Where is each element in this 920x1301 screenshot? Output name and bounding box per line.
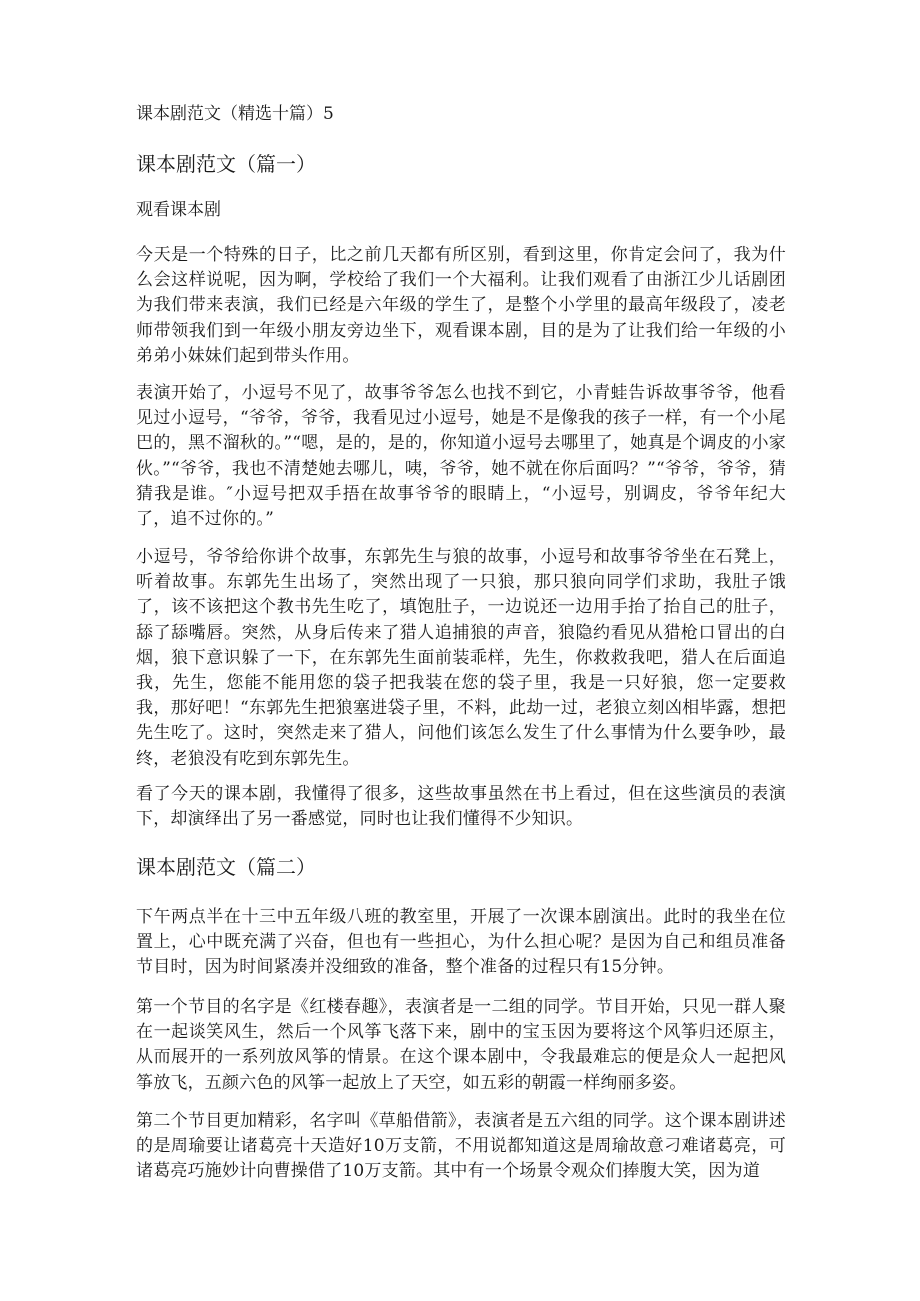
paragraph: 下午两点半在十三中五年级八班的教室里，开展了一次课本剧演出。此时的我坐在位置上，心中既充满了兴奋，但也有一些担心，为什么担心呢？是因为自己和组员准备节目时，因为时间紧凑并没细致的准备，整个准备的过程只有15分钟。 [136, 907, 786, 978]
paragraph: 今天是一个特殊的日子，比之前几天都有所区别，看到这里，你肯定会问了，我为什么会这样说呢，因为啊，学校给了我们一个大福利。让我们观看了由浙江少儿话剧团为我们带来表演，我们已经是六年级的学生了，是整个小学里的最高年级段了，凌老师带领我们到一年级小朋友旁边坐下，观看课本剧，目的是为了让我们给一年级的小弟弟小妹妹们起到带头作用。 [136, 245, 786, 366]
section-heading-2: 课本剧范文（篇二） [136, 855, 316, 879]
paragraph: 小逗号，爷爷给你讲个故事，东郭先生与狼的故事，小逗号和故事爷爷坐在石凳上，听着故事。东郭先生出场了，突然出现了一只狼，那只狼向同学们求助，我肚子饿了，该不该把这个教书先生吃了，填饱肚子，一边说还一边用手抬了抬自己的肚子，舔了舔嘴唇。突然，从身后传来了猎人追捕狼的声音，狼隐约看见从猎枪口冒出的白烟，狼下意识躲了一下，在东郭先生面前装乖样，先生，你救救我吧，猎人在后面追我，先生，您能不能用您的袋子把我装在您的袋子里，我是一只好狼，您一定要救我，那好吧！“东郭先生把狼塞进袋子里，不料，此劫一过，老狼立刻凶相毕露，想把先生吃了。这时，突然走来了猎人，问他们该怎么发生了什么事情为什么要争吵，最终，老狼没有吃到东郭先生。 [136, 547, 786, 769]
paragraph: 第二个节目更加精彩，名字叫《草船借箭》，表演者是五六组的同学。这个课本剧讲述的是周瑜要让诸葛亮十天造好10万支箭，不用说都知道这是周瑜故意刁难诸葛亮，可诸葛亮巧施妙计向曹操借了10万支箭。其中有一个场景令观众们捧腹大笑，因为道 [136, 1111, 786, 1182]
section-subtitle: 观看课本剧 [136, 200, 221, 220]
section-heading-1: 课本剧范文（篇一） [136, 152, 316, 176]
document-title: 课本剧范文（精选十篇）5 [136, 104, 334, 124]
paragraph: 看了今天的课本剧，我懂得了很多，这些故事虽然在书上看过，但在这些演员的表演下，却演绎出了另一番感觉，同时也让我们懂得不少知识。 [136, 784, 786, 830]
paragraph: 第一个节目的名字是《红楼春趣》，表演者是一二组的同学。节目开始，只见一群人聚在一起谈笑风生，然后一个风筝飞落下来，剧中的宝玉因为要将这个风筝归还原主，从而展开的一系列放风筝的情景。在这个课本剧中，令我最难忘的便是众人一起把风筝放飞，五颜六色的风筝一起放上了天空，如五彩的朝霞一样绚丽多姿。 [136, 997, 786, 1093]
paragraph: 表演开始了，小逗号不见了，故事爷爷怎么也找不到它，小青蛙告诉故事爷爷，他看见过小逗号，“爷爷，爷爷，我看见过小逗号，她是不是像我的孩子一样，有一个小尾巴的，黑不溜秋的。”“嗯，是的，是的，你知道小逗号去哪里了，她真是个调皮的小家伙。”“爷爷，我也不清楚她去哪儿，咦，爷爷，她不就在你后面吗？”“爷爷，爷爷，猜猜我是谁。″小逗号把双手捂在故事爷爷的眼睛上，“小逗号，别调皮，爷爷年纪大了，追不过你的。” [136, 383, 786, 530]
